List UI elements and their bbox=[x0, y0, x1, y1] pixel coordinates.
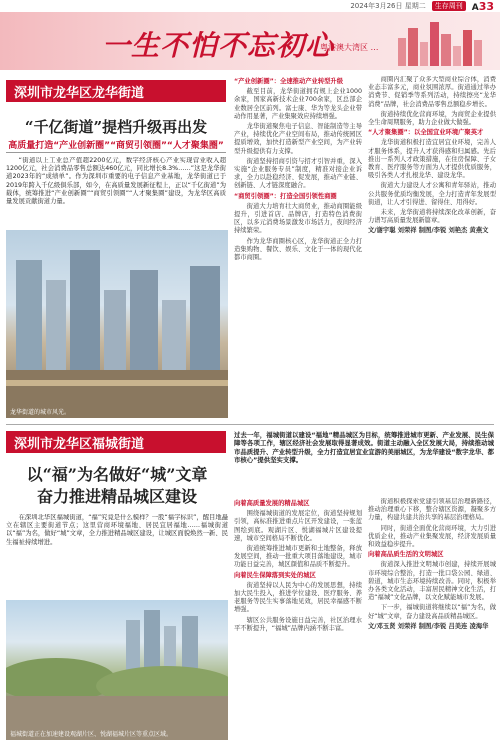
paragraph: 街道坚持以人民为中心的发展思想，持续加大民生投入，推进学位建设、医疗服务、养老服务等民生实事落地见效，居民幸福感不断增强。 bbox=[234, 581, 362, 614]
article-column-c bbox=[234, 498, 362, 746]
city-skyline-image bbox=[6, 230, 228, 418]
edition-tag: 生存周刊 bbox=[432, 1, 466, 11]
top-strip bbox=[0, 0, 500, 12]
intro-box: 过去一年，福城街道以建设“福地”精品城区为目标，统筹推进城市更新、产业发展、民生保障等各项工作，辖区经济社会发展取得显著成效。街道主动融入全区发展大局，持续推动城市品质提升、产业转型升级，全力打造宜居宜业宜游的美丽城区，为龙华建设“数字龙华、都市核心”提供坚实支撑。 bbox=[234, 431, 494, 465]
city-photo bbox=[6, 230, 228, 418]
section-tag: 深圳市龙华区福城街道 bbox=[6, 431, 226, 453]
byline: 文/邓玉贤 刘荣祥 制图/李锐 吕美连 凌海华 bbox=[368, 622, 489, 630]
paragraph: 商圈内汇聚了众多大型商业综合体，消费业态丰富多元，商业氛围浓厚。街道通过举办消费节、促销季等系列活动，持续擦亮“龙华消费”品牌，社会消费品零售总额稳步增长。 bbox=[368, 76, 496, 108]
lead-text: “街道以上工业总产值超2200亿元，数字经济核心产业实现营业收入超1200亿元，社会消费品零售总额达460亿元，同比增长8.3%……”这是龙华街道2023年的“成绩单”。作为深圳市重要的电子信息产业基地，龙华街道已于2019年跨入千亿级俱乐部，如今，在高质量发展新征程上，正以“千亿街道”为载体，统筹推进“产业创新圈”“商贸引领圈”“人才聚集圈”建设，为龙华区高质量发展贡献街道力量。 bbox=[6, 157, 226, 206]
lead-paragraph bbox=[6, 157, 226, 227]
paragraph: 街道坚持招商引资与招才引智并重，深入实施“企业服务专员”制度，精准对接企业诉求，全力以赴稳经济、促发展，推动产业链、创新链、人才链深度融合。 bbox=[234, 157, 362, 190]
paragraph: 作为龙华商圈核心区，龙华街道正全力打造集购物、餐饮、娱乐、文化于一体的现代化都市商圈。 bbox=[234, 237, 362, 262]
paragraph: 街道大力培育壮大商贸业，推动商圈能级提升，引进首店、品牌店，打造特色消费街区，以多元消费场景激发市场活力，夜间经济持续繁荣。 bbox=[234, 202, 362, 235]
paragraph: 街道积极探索党建引领基层治理新路径，推动治理重心下移，整合辖区资源，凝聚多方力量，构建共建共治共享的基层治理格局。 bbox=[368, 498, 496, 522]
skyline-decoration-icon bbox=[394, 18, 486, 66]
park-skyline-image bbox=[6, 600, 228, 740]
subheading: “商贸引领圈”：打造全国引领性商圈 bbox=[234, 192, 337, 200]
lead-paragraph bbox=[6, 514, 228, 598]
subheading: 向着民生保障落到实处的城区 bbox=[234, 571, 316, 579]
masthead-banner bbox=[0, 12, 500, 70]
headline-line1: 以“福”为名做好“城”文章 bbox=[26, 465, 208, 484]
paragraph: 街道统筹推进城市更新和土地整备，释放发展空间，推动一批重大项目落地建设，城市功能日益完善，城区颜值和品质不断提升。 bbox=[234, 545, 362, 569]
article-column-a bbox=[234, 76, 362, 420]
section-tag: 深圳市龙华区龙华街道 bbox=[6, 80, 226, 102]
banner-subtitle: 粤港澳大湾区 … bbox=[320, 43, 379, 52]
paragraph: 辖区公共服务设施日益完善，社区治理水平不断提升，“福城”品牌内涵不断丰富。 bbox=[234, 616, 362, 632]
subheading: “人才聚集圈”：以全国宜业环境广聚英才 bbox=[368, 129, 484, 137]
headline-line2: 奋力推进精品城区建设 bbox=[36, 487, 197, 506]
article-column-d bbox=[368, 498, 496, 746]
paragraph: 龙华街道积极打造宜居宜业环境，完善人才服务体系，提升人才获得感和归属感。先后推出一系列人才政策措施，在住房保障、子女教育、医疗服务等方面为人才提供优质服务，吸引各类人才扎根龙华、建设龙华。 bbox=[368, 139, 496, 180]
photo-caption: 福城街道正在加速建设观湖片区、悦湖福城片区等重点区域。 bbox=[10, 731, 173, 738]
section-divider bbox=[6, 424, 494, 425]
page-number-value: 33 bbox=[478, 0, 494, 13]
subheading: 向着高品质生活的文明城区 bbox=[368, 551, 444, 559]
paragraph: 街道持续优化营商环境，为商贸企业提供全生命周期服务，助力企业做大做强。 bbox=[368, 110, 496, 127]
article-column-b bbox=[368, 76, 496, 420]
paragraph: 未来，龙华街道将持续深化改革创新，奋力谱写高质量发展新篇章。 bbox=[368, 209, 496, 225]
headline: “千亿街道”提档升级再出发 bbox=[24, 118, 208, 136]
subheading: “产业创新圈”：全速推动产业转型升级 bbox=[234, 78, 344, 85]
paragraph: 围绕福城街道的发展定位，街道坚持规划引领，高标准推进重点片区开发建设，一张蓝图绘到底。观湖片区、悦湖福城片区建设提速，城市空间格局不断优化。 bbox=[234, 510, 362, 542]
subheading: 向着高质量发展的精品城区 bbox=[234, 500, 310, 507]
page-number bbox=[472, 0, 494, 13]
issue-date: 2024年3月26日 星期二 bbox=[350, 2, 426, 10]
byline: 文/谢宇聪 刘荣祥 制图/李锐 刘艳杰 黄燕文 bbox=[368, 227, 489, 235]
photo-caption: 龙华街道的城市风光。 bbox=[10, 409, 71, 416]
banner-title: 一生不怕不忘初心 bbox=[102, 29, 335, 62]
park-photo bbox=[6, 600, 228, 740]
page-prefix: A bbox=[471, 2, 479, 13]
paragraph: 截至目前，龙华街道拥有规上企业1000余家，国家高新技术企业700余家，区总部企业数居全区前列。富士康、华为等龙头企业带动作用显著，产业集聚效应持续增强。 bbox=[234, 88, 362, 120]
paragraph: 龙华街道聚焦电子信息、智能制造等主导产业，持续优化产业空间布局，推动传统园区提质增效，加快打造新型产业空间，为产业转型升级提供有力支撑。 bbox=[234, 123, 362, 155]
subheadline: 高质量打造“产业创新圈”“商贸引领圈”“人才聚集圈” bbox=[8, 141, 224, 151]
lead-text: 在深圳北华区福城街道，“福”究竟是什么模样？一股“福字标识”，醒目地矗立在辖区主要街道节点；这里营商环境福地、居民宜居福地……福城街道以“福”为名，做好“城”文章，全力推进精品城区建设，让城区面貌焕然一新、民生福祉持续增进。 bbox=[6, 514, 228, 546]
paragraph: 下一步，福城街道将继续以“福”为名，做好“城”文章，奋力建设高品质精品城区。 bbox=[368, 604, 496, 620]
paragraph: 同时，街道全面优化营商环境，大力引进优质企业，推动产业集聚发展，经济发展质量和效益稳步提升。 bbox=[368, 524, 496, 549]
paragraph: 街道大力建设人才公寓和青年驿站，推动公共服务优质均衡发展，全力打造青年发展型街道，让人才引得进、留得住、用得好。 bbox=[368, 182, 496, 206]
paragraph: 街道深入推进文明城市创建，持续开展城市环境综合整治，打造一批口袋公园、绿道、碧道，城市生态环境持续改善。同时，积极举办各类文化活动，丰富居民精神文化生活，打造“福城”文化品牌，以文化赋能城市发展。 bbox=[368, 561, 496, 602]
divider bbox=[6, 152, 226, 153]
